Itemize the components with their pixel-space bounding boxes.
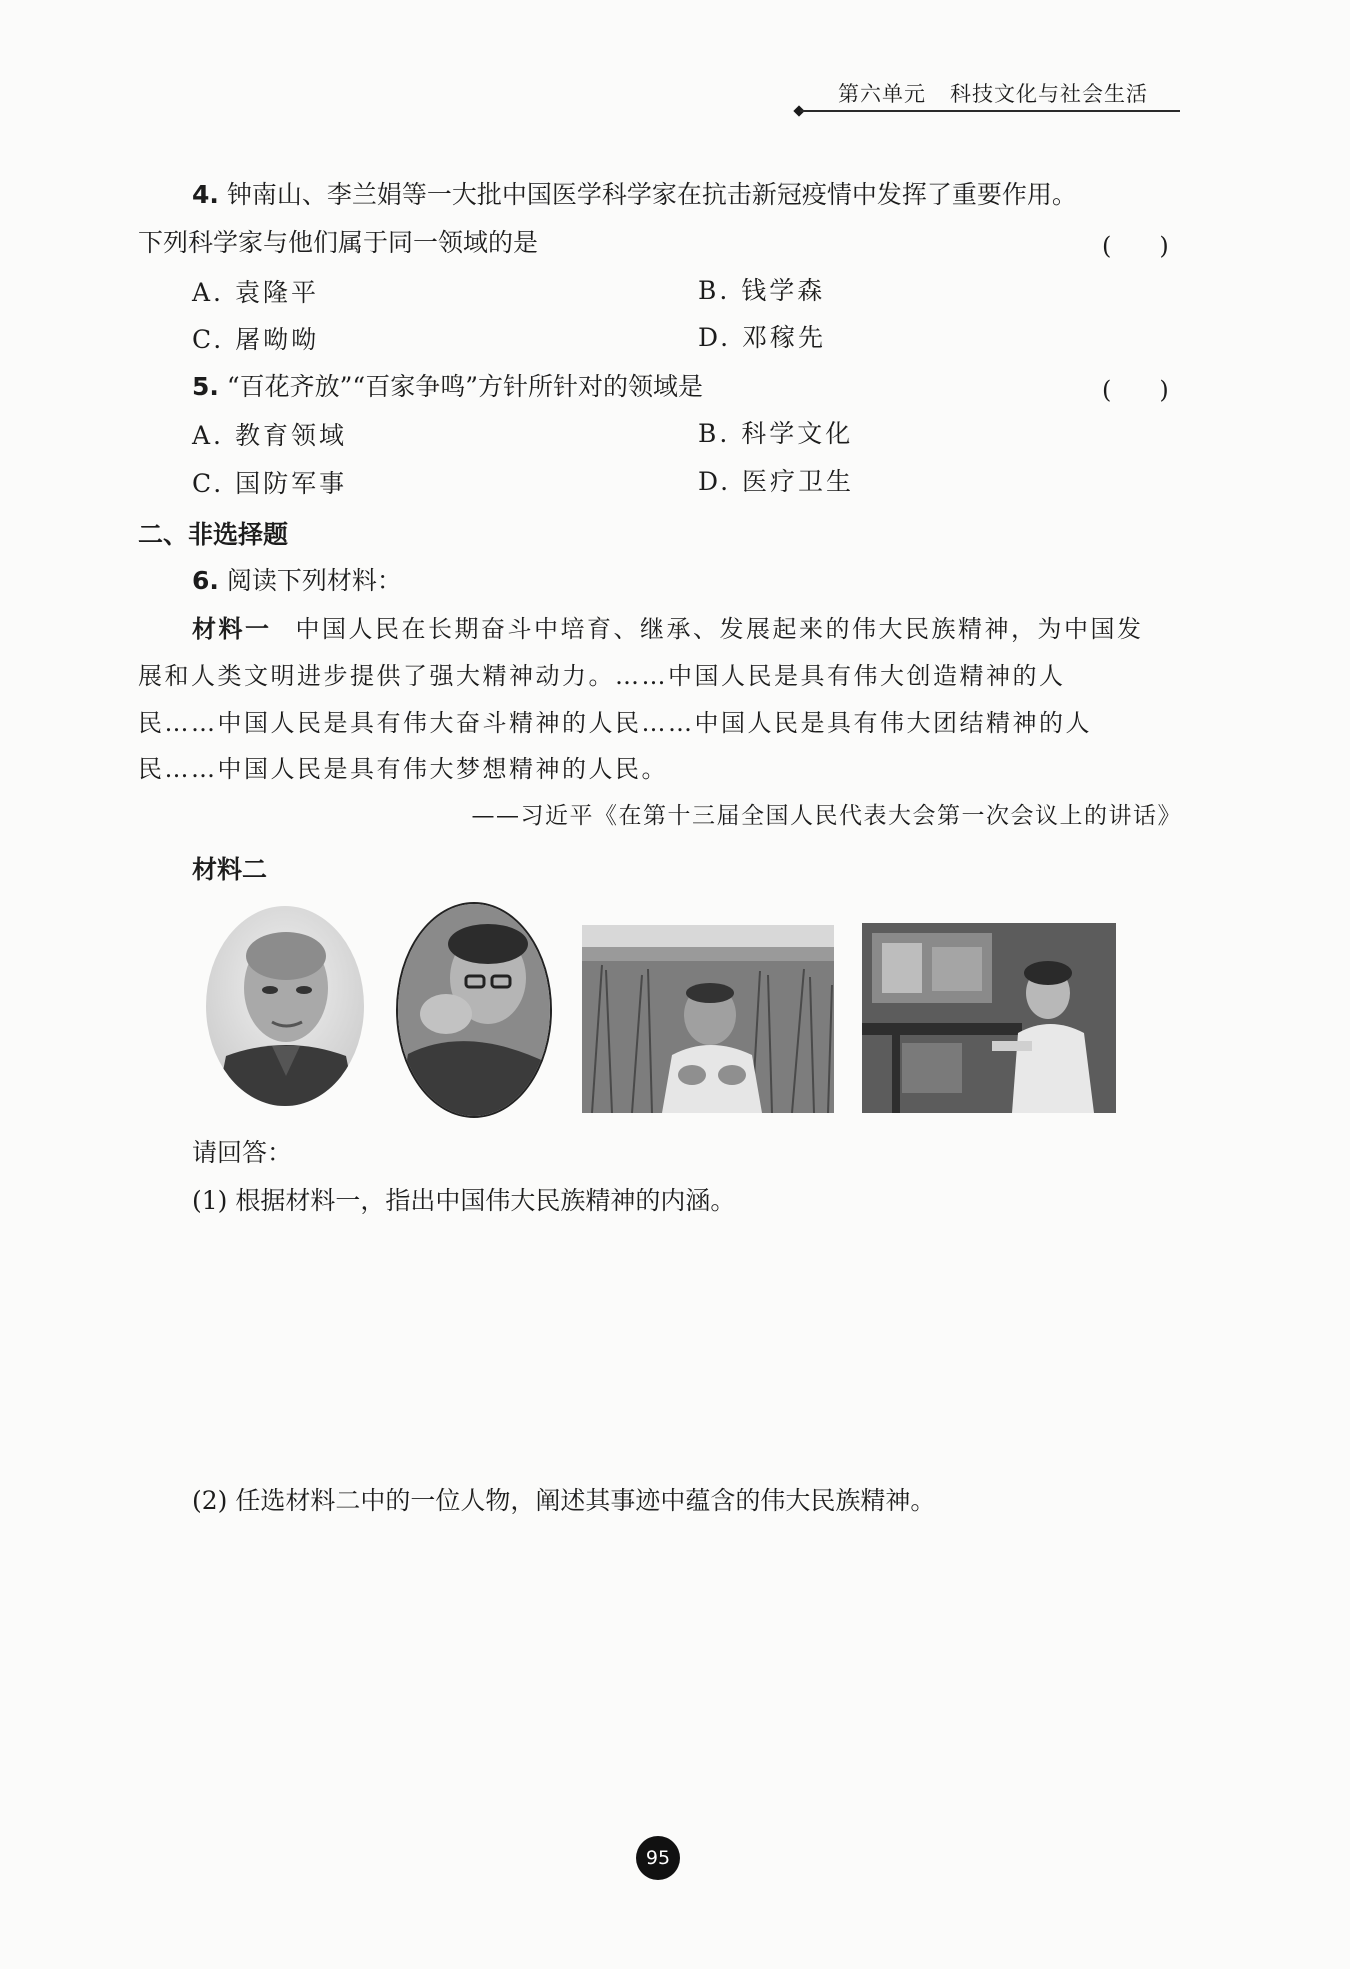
header-rule <box>800 110 1180 112</box>
photo-man-in-rice-field <box>582 925 834 1113</box>
portrait-man-glasses-svg <box>398 904 550 1116</box>
q5-answer-paren: ( ) <box>1102 376 1169 404</box>
material2-label: 材料二 <box>192 855 268 884</box>
portrait-elder-man-svg <box>206 906 364 1106</box>
q6-number: 6. <box>192 566 219 595</box>
q5-line <box>192 370 703 404</box>
rice-field-svg <box>582 925 834 1113</box>
material1-text-4: 民……中国人民是具有伟大梦想精神的人民。 <box>138 755 668 783</box>
header-unit-title <box>838 78 1148 108</box>
portrait-photo-elder-man <box>206 906 364 1106</box>
laboratory-svg <box>862 923 1116 1113</box>
header-title: 科技文化与社会生活 <box>950 82 1148 106</box>
section-heading-nonchoice: 二、非选择题 <box>138 520 289 549</box>
material1-text-1: 中国人民在长期奋斗中培育、继承、发展起来的伟大民族精神，为中国发 <box>295 615 1144 643</box>
material1-text-2: 展和人类文明进步提供了强大精神动力。……中国人民是具有伟大创造精神的人 <box>138 662 1066 690</box>
page-number-badge <box>636 1836 680 1880</box>
material1-source: ——习近平《在第十三届全国人民代表大会第一次会议上的讲话》 <box>471 803 1182 829</box>
photo-woman-in-laboratory <box>862 923 1116 1113</box>
material1-text-3: 民……中国人民是具有伟大奋斗精神的人民……中国人民是具有伟大团结精神的人 <box>138 709 1092 737</box>
q4-option-a: A. 袁隆平 <box>192 278 319 307</box>
q5-option-a: A. 教育领域 <box>192 421 347 450</box>
material1-label: 材料一 <box>192 615 272 643</box>
subquestion-1: (1) 根据材料一，指出中国伟大民族精神的内涵。 <box>192 1186 736 1215</box>
q6-intro: 阅读下列材料： <box>226 566 402 595</box>
q4-option-c: C. 屠呦呦 <box>192 325 320 354</box>
q4-line1 <box>192 178 1077 212</box>
answer-prompt: 请回答： <box>192 1138 293 1167</box>
portrait-photo-man-glasses <box>396 902 552 1118</box>
header-unit: 第六单元 <box>838 82 926 106</box>
q5-option-b: B. 科学文化 <box>698 419 854 448</box>
material1-line1 <box>192 612 1144 646</box>
q5-option-d: D. 医疗卫生 <box>698 467 855 496</box>
q4-option-b: B. 钱学森 <box>698 276 826 305</box>
subquestion-2: (2) 任选材料二中的一位人物，阐述其事迹中蕴含的伟大民族精神。 <box>192 1486 936 1515</box>
q5-option-c: C. 国防军事 <box>192 469 348 498</box>
q4-number: 4. <box>192 180 219 209</box>
page-number: 95 <box>645 1847 671 1869</box>
q4-text-1: 钟南山、李兰娟等一大批中国医学科学家在抗击新冠疫情中发挥了重要作用。 <box>226 180 1077 209</box>
q4-text-2: 下列科学家与他们属于同一领域的是 <box>138 228 539 257</box>
q6-intro-line <box>192 564 402 598</box>
q4-option-d: D. 邓稼先 <box>698 323 827 352</box>
q5-number: 5. <box>192 372 219 401</box>
q5-text: “百花齐放”“百家争鸣”方针所针对的领域是 <box>226 372 703 401</box>
q4-answer-paren: ( ) <box>1102 232 1169 260</box>
